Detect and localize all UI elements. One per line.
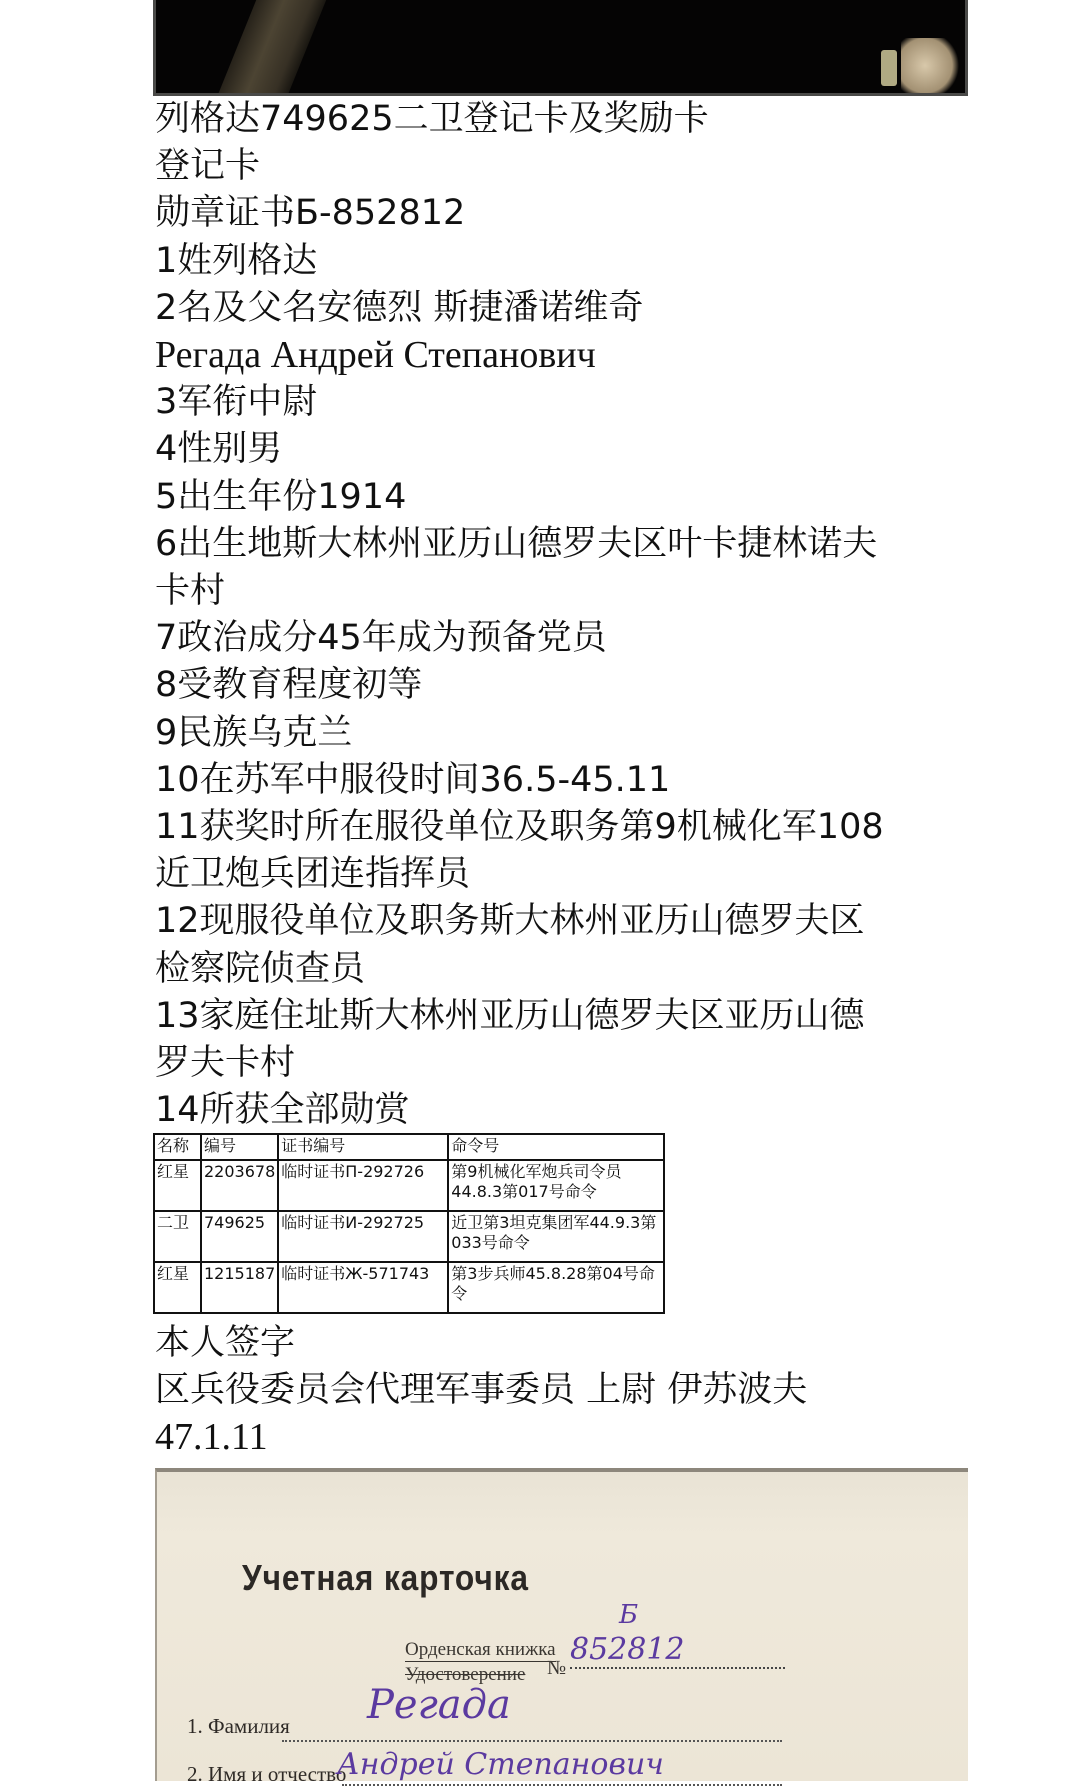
section-title: 登记卡: [155, 146, 261, 187]
handwritten-name: Андрей Степанович: [337, 1747, 664, 1782]
field-address-cont: 罗夫卡村: [155, 1043, 296, 1084]
handwritten-surname: Регада: [367, 1682, 511, 1728]
scanned-registration-card: [155, 1468, 968, 1786]
cell-number: 1215187: [201, 1262, 278, 1313]
cell-number: 749625: [201, 1211, 278, 1262]
field-nationality: 9民族乌克兰: [155, 712, 353, 753]
cell-number: 2203678: [201, 1160, 278, 1211]
field-birthplace-cont: 卡村: [155, 571, 226, 612]
field-rank: 3军衔中尉: [155, 382, 318, 423]
surname-label: 1. Фамилия: [187, 1714, 290, 1738]
field-unit-at-award: 11获奖时所在服役单位及职务第9机械化军108: [155, 807, 884, 848]
field-all-awards: 14所获全部勋赏: [155, 1090, 410, 1131]
table-row: [154, 1160, 664, 1211]
cell-order: 第9机械化军炮兵司令员44.8.3第017号命令: [448, 1160, 664, 1211]
cell-name: 二卫: [154, 1211, 201, 1262]
photo-detail-object: [881, 50, 897, 86]
commissar-signature: 区兵役委员会代理军事委员 上尉 伊苏波夫: [155, 1370, 808, 1411]
field-service-period: 10在苏军中服役时间36.5-45.11: [155, 759, 671, 800]
registration-text: [155, 96, 975, 1134]
photo-detail-hand: [901, 38, 961, 93]
number-sign: №: [547, 1657, 567, 1679]
header-number: 编号: [201, 1134, 278, 1160]
table-header-row: [154, 1134, 664, 1160]
cell-name: 红星: [154, 1160, 201, 1211]
signature-date: 47.1.11: [155, 1416, 268, 1459]
handwritten-number: 852812: [570, 1632, 785, 1669]
field-birth-year: 5出生年份1914: [155, 476, 407, 517]
field-name-russian: Регада Андрей Степанович: [155, 334, 596, 377]
awards-table: [153, 1133, 665, 1314]
struck-certificate-label: Удостоверение: [405, 1664, 526, 1685]
field-name-patronymic: 2名及父名安德烈 斯捷潘诺维奇: [155, 287, 644, 328]
field-unit-at-award-cont: 近卫炮兵团连指挥员: [155, 854, 471, 895]
photo-detail-arm: [208, 0, 335, 96]
field-birthplace: 6出生地斯大林州亚历山德罗夫区叶卡捷林诺夫: [155, 523, 878, 564]
field-education: 8受教育程度初等: [155, 665, 423, 706]
field-current-unit: 12现服役单位及职务斯大林州亚历山德罗夫区: [155, 901, 865, 942]
header-name: 名称: [154, 1134, 201, 1160]
doc-title: 列格达749625二卫登记卡及奖励卡: [155, 99, 709, 139]
own-signature: 本人签字: [155, 1323, 296, 1363]
cell-order: 近卫第3坦克集团军44.9.3第033号命令: [448, 1211, 664, 1262]
top-photo: [153, 0, 968, 96]
handwritten-series: Б: [619, 1600, 639, 1630]
table-row: [154, 1262, 664, 1313]
surname-dotted-line: [282, 1740, 782, 1742]
field-party: 7政治成分45年成为预备党员: [155, 618, 607, 659]
name-label: 2. Имя и отчество: [187, 1762, 347, 1786]
table-row: [154, 1211, 664, 1262]
cell-certificate: 临时证书П-292726: [278, 1160, 448, 1211]
field-current-unit-cont: 检察院侦查员: [155, 948, 366, 989]
name-dotted-line: [342, 1784, 782, 1786]
header-order: 命令号: [448, 1134, 664, 1160]
field-surname: 1姓列格达: [155, 240, 318, 281]
signature-block: [155, 1320, 807, 1462]
field-address: 13家庭住址斯大林州亚历山德罗夫区亚历山德: [155, 995, 865, 1036]
certificate-number: 勋章证书Б-852812: [155, 193, 466, 234]
order-book-label: Орденская книжка: [405, 1639, 556, 1660]
field-gender: 4性别男: [155, 429, 283, 470]
header-certificate: 证书编号: [278, 1134, 448, 1160]
cell-name: 红星: [154, 1262, 201, 1313]
cell-certificate: 临时证书Ж-571743: [278, 1262, 448, 1313]
cell-order: 第3步兵师45.8.28第04号命令: [448, 1262, 664, 1313]
cell-certificate: 临时证书И-292725: [278, 1211, 448, 1262]
card-title: Учетная карточка: [242, 1557, 529, 1598]
